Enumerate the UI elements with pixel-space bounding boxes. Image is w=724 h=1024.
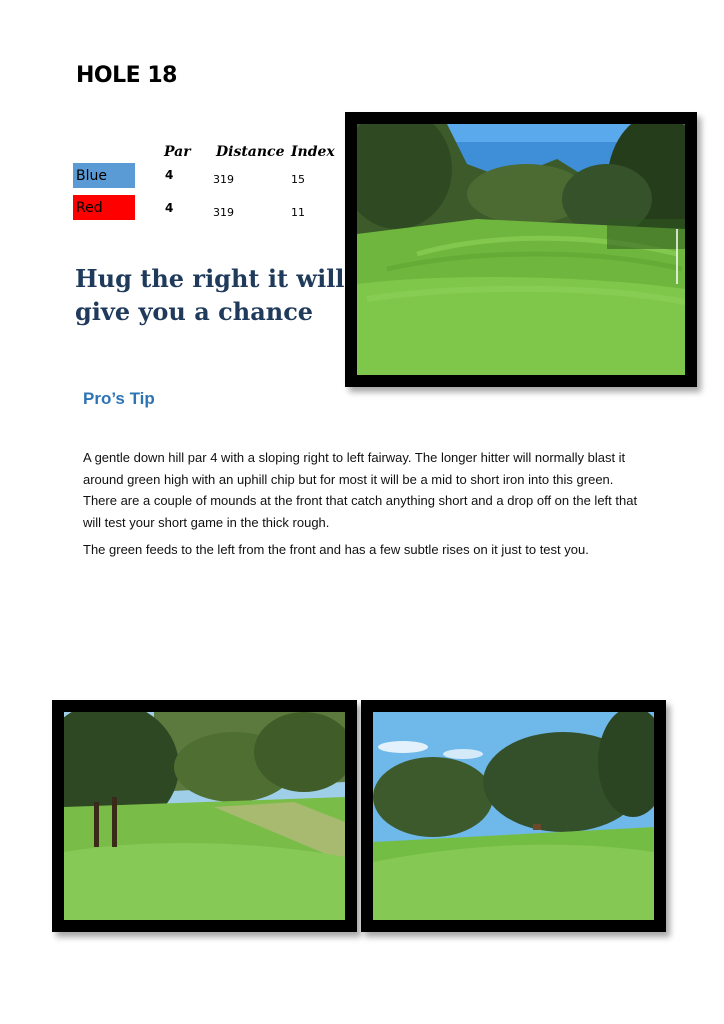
distance-header: Distance: [216, 144, 285, 160]
red-index: 11: [291, 206, 305, 219]
tee-red-label: Red: [73, 195, 135, 220]
blue-index: 15: [291, 173, 305, 186]
red-par: 4: [165, 201, 174, 215]
hole-photo-main: [345, 112, 697, 387]
par-header: Par: [164, 144, 191, 160]
red-distance: 319: [213, 206, 234, 219]
green-approach-illustration: [373, 712, 654, 920]
tip-paragraph-2: The green feeds to the left from the front and has a few subtle rises on it just to test you.: [83, 542, 589, 557]
hole-photo-left: [52, 700, 357, 932]
fairway-illustration: [357, 124, 685, 375]
hole-title: HOLE 18: [76, 63, 177, 88]
blue-par: 4: [165, 168, 174, 182]
tip-paragraph-1: A gentle down hill par 4 with a sloping right to left fairway. The longer hitter will normally blast it around green high with an uphill chip but for most it will be a mid to short iron into this green. There are a couple of mounds at the front that catch anything short and a drop off on the left that will test your short game in the thick rough.: [83, 450, 638, 530]
tree-lined-fairway-illustration: [64, 712, 345, 920]
tee-blue-label: Blue: [73, 163, 135, 188]
headline: Hug the right it will give you a chance: [75, 264, 345, 326]
hole-photo-right: [361, 700, 666, 932]
blue-distance: 319: [213, 173, 234, 186]
index-header: Index: [291, 144, 335, 160]
pros-tip-heading: Pro’s Tip: [83, 389, 155, 408]
